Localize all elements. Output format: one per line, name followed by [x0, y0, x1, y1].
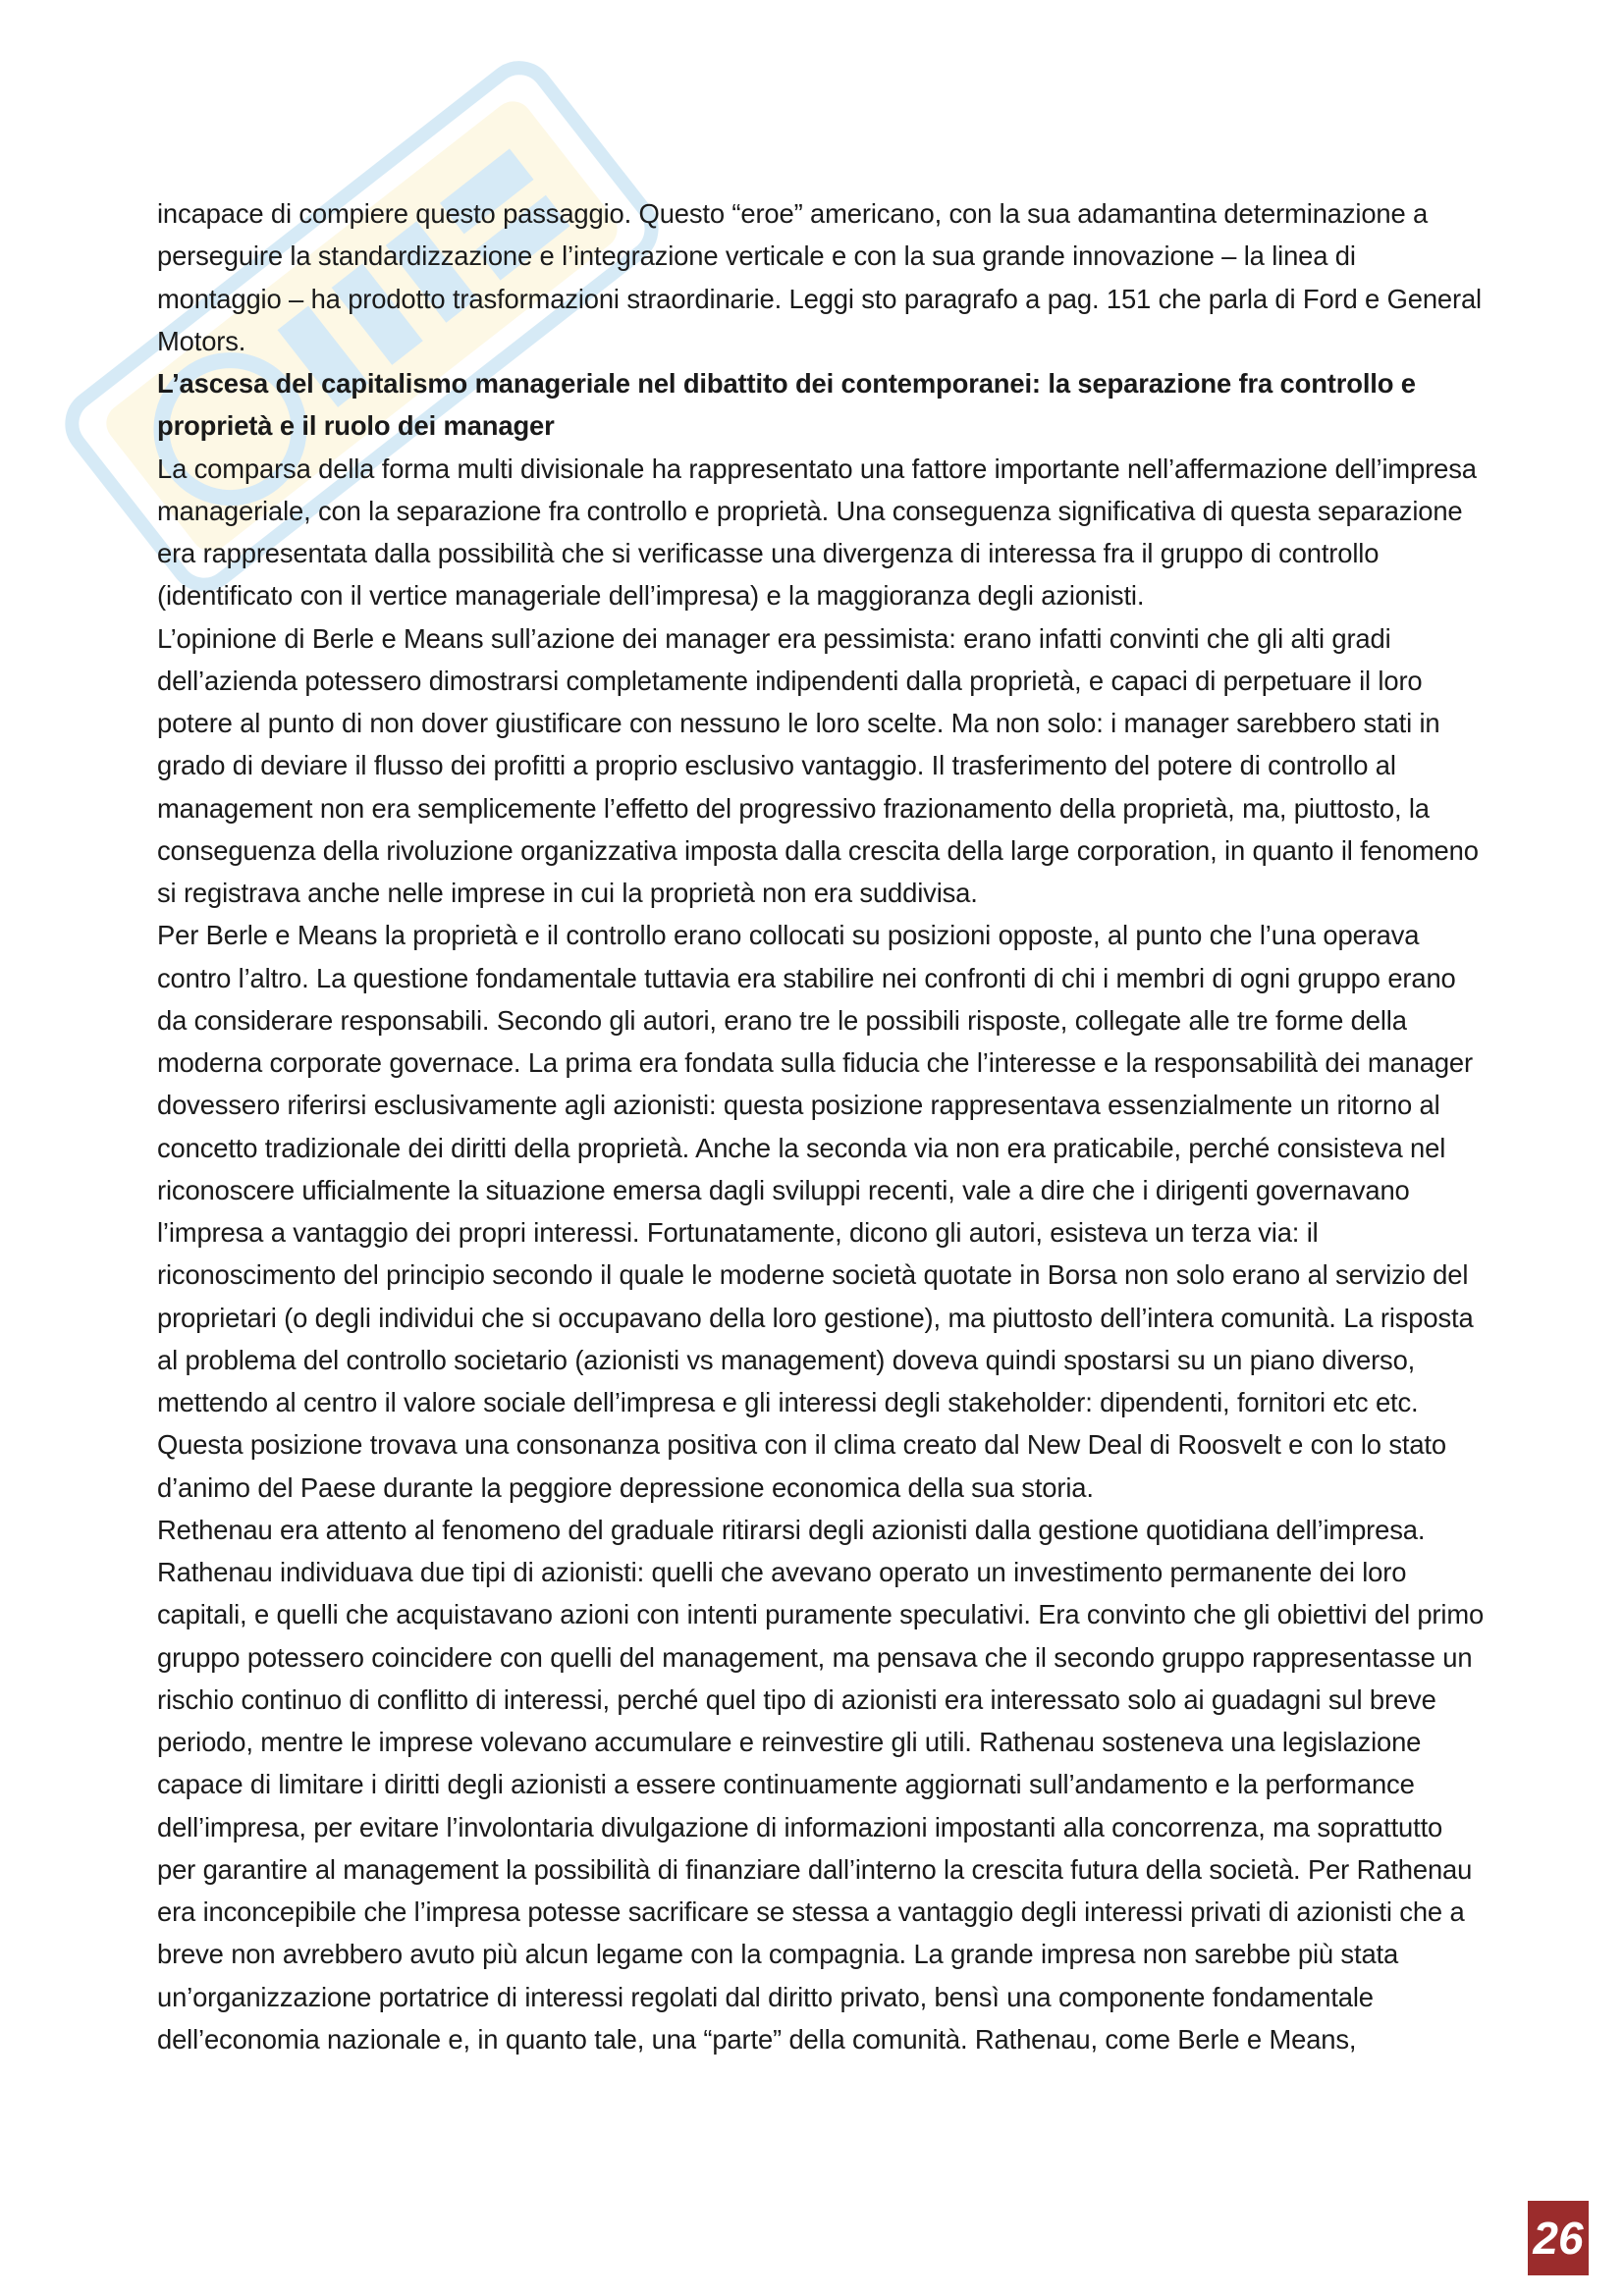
paragraph-4: Rethenau era attento al fenomeno del graduale ritirarsi degli azionisti dalla gestione quotidiana dell’impresa. Rathenau individuava due tipi di azionisti: quelli che avevano operato un investimento permanente dei loro capitali, e quelli che acquistavano azioni con intenti puramente speculativi. Era convinto che gli obiettivi del primo gruppo potessero coincidere con quelli del management, ma pensava che il secondo gruppo rappresentasse un rischio continuo di conflitto di interessi, perché quel tipo di azionisti era interessato solo ai guadagni sul breve periodo, mentre le imprese volevano accumulare e reinvestire gli utili. Rathenau sosteneva una legislazione capace di limitare i diritti degli azionisti a essere continuamente aggiornati sull’andamento e la performance dell’impresa, per evitare l’involontaria divulgazione di informazioni impostanti alla concorrenza, ma soprattutto per garantire al management la possibilità di finanziare dall’interno la crescita futura della società. Per Rathenau era inconcepibile che l’impresa potesse sacrificare se stessa a vantaggio degli interessi privati di azionisti che a breve non avrebbero avuto più alcun legame con la compagnia. La grande impresa non sarebbe più stata un’organizzazione portatrice di interessi regolati dal diritto privato, bensì una componente fondamentale dell’economia nazionale e, in quanto tale, una “parte” della comunità. Rathenau, come Berle e Means, [157, 1514, 1485, 2055]
section-heading: L’ascesa del capitalismo manageriale nel dibattito dei contemporanei: la separazione fra controllo e proprietà e il ruolo dei manager [157, 368, 1416, 442]
paragraph-intro: incapace di compiere questo passaggio. Questo “eroe” americano, con la sua adamantina determinazione a perseguire la standardizzazione e l’integrazione verticale e con la sua grande innovazione – la linea di montaggio – ha prodotto trasformazioni straordinarie. Leggi sto paragrafo a pag. 151 che parla di Ford e General Motors. [157, 198, 1482, 356]
paragraph-3: Per Berle e Means la proprietà e il controllo erano collocati su posizioni opposte, al punto che l’una operava contro l’altro. La questione fondamentale tuttavia era stabilire nei confronti di chi i membri di ogni gruppo erano da considerare responsabili. Secondo gli autori, erano tre le possibili risposte, collegate alle tre forme della moderna corporate governace. La prima era fondata sulla fiducia che l’interesse e la responsabilità dei manager dovessero riferirsi esclusivamente agli azionisti: questa posizione rappresentava essenzialmente un ritorno al concetto tradizionale dei diritti della proprietà. Anche la seconda via non era praticabile, perché consisteva nel riconoscere ufficialmente la situazione emersa dagli sviluppi recenti, vale a dire che i dirigenti governavano l’impresa a vantaggio dei propri interessi. Fortunatamente, dicono gli autori, esisteva un terza via: il riconoscimento del principio secondo il quale le moderne società quotate in Borsa non solo erano al servizio del proprietari (o degli individui che si occupavano della loro gestione), ma piuttosto dell’intera comunità. La risposta al problema del controllo societario (azionisti vs management) doveva quindi spostarsi su un piano diverso, mettendo al centro il valore sociale dell’impresa e gli interessi degli stakeholder: dipendenti, fornitori etc etc. Questa posizione trovava una consonanza positiva con il clima creato dal New Deal di Roosvelt e con lo stato d’animo del Paese durante la peggiore depressione economica della sua storia. [157, 920, 1474, 1503]
document-body [157, 192, 1485, 2060]
page-number-badge: 26 [1528, 2201, 1589, 2275]
paragraph-2: L’opinione di Berle e Means sull’azione dei manager era pessimista: erano infatti convinti che gli alti gradi dell’azienda potessero dimostrarsi completamente indipendenti dalla proprietà, e capaci di perpetuare il loro potere al punto di non dover giustificare con nessuno le loro scelte. Ma non solo: i manager sarebbero stati in grado di deviare il flusso dei profitti a proprio esclusivo vantaggio. Il trasferimento del potere di controllo al management non era semplicemente l’effetto del progressivo frazionamento della proprietà, ma, piuttosto, la conseguenza della rivoluzione organizzativa imposta dalla crescita della large corporation, in quanto il fenomeno si registrava anche nelle imprese in cui la proprietà non era suddivisa. [157, 622, 1479, 908]
paragraph-1: La comparsa della forma multi divisionale ha rappresentato una fattore importante nell’affermazione dell’impresa manageriale, con la separazione fra controllo e proprietà. Una conseguenza significativa di questa separazione era rappresentata dalla possibilità che si verificasse una divergenza di interessa fra il gruppo di controllo (identificato con il vertice manageriale dell’impresa) e la maggioranza degli azionisti. [157, 453, 1477, 612]
